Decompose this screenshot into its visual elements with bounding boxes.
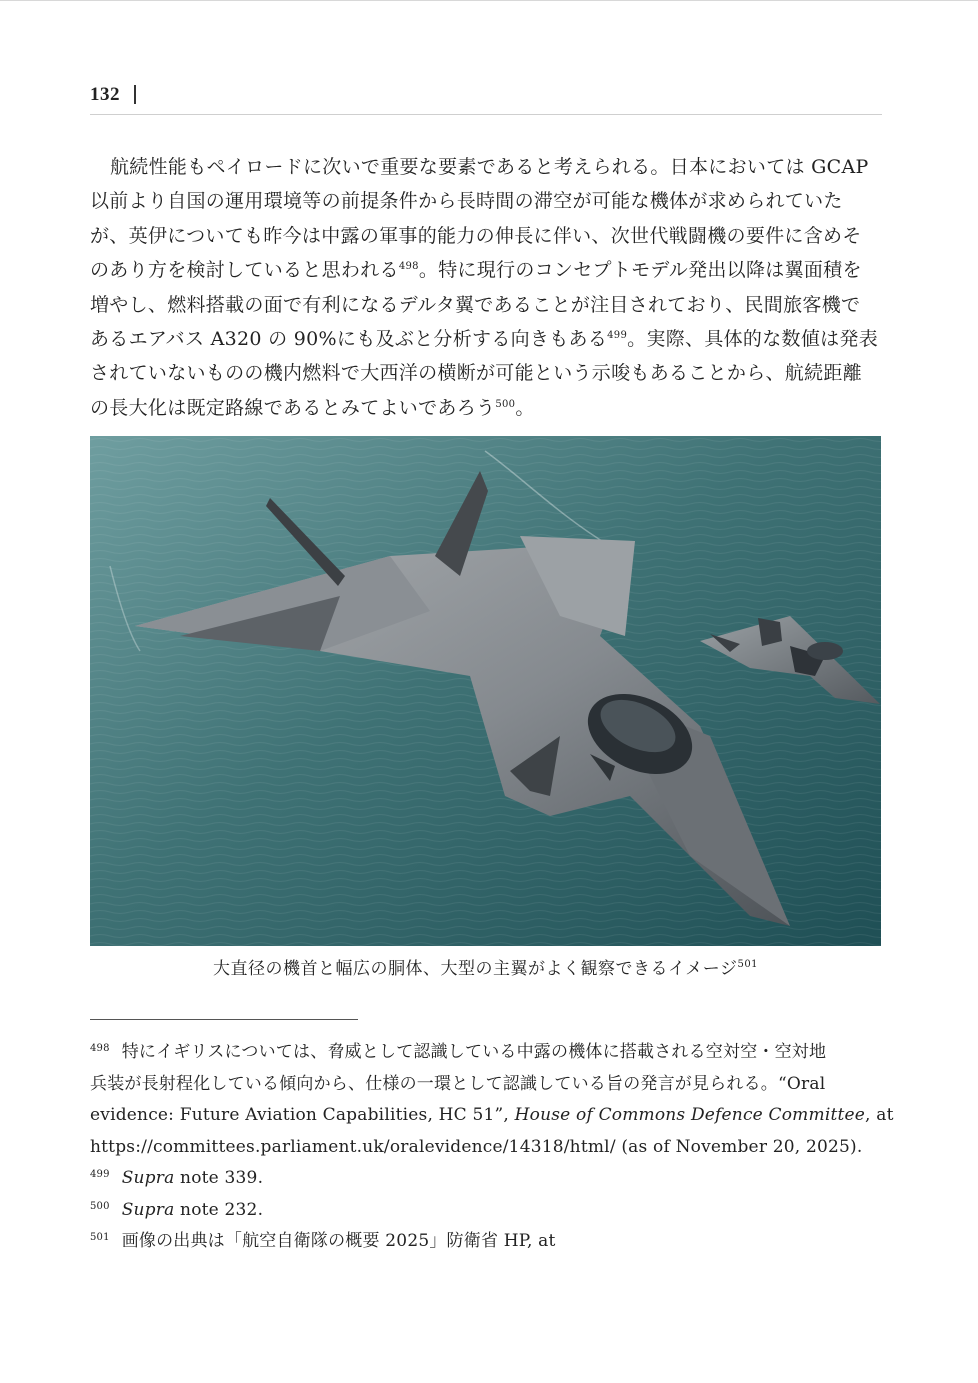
body-line-text: の長大化は既定路線であるとみてよいであろう (90, 396, 496, 419)
aircraft-image (90, 436, 881, 946)
body-line-text: 。 (515, 396, 535, 419)
footnote-text: 特にイギリスについては、脅威として認識している中露の機体に搭載される空対空・空対地 (121, 1042, 827, 1062)
top-rule (0, 0, 978, 1)
body-line (90, 253, 885, 287)
footnotes (90, 1037, 894, 1258)
footnote-supra: Supra (121, 1168, 175, 1188)
footnote-501 (90, 1226, 890, 1258)
footnote-498 (90, 1037, 890, 1069)
page-number: 132 (90, 84, 120, 105)
body-line-text: 。実際、具体的な数値は発表 (627, 328, 879, 351)
footnote-ref-501[interactable]: 501 (737, 959, 759, 970)
footnote-mark: 499 (90, 1169, 110, 1180)
header-separator (134, 85, 136, 104)
footnote-text: note 232. (174, 1199, 264, 1220)
body-line: 航続性能もペイロードに次いで重要な要素であると考えられる。日本においては GCAP (110, 156, 869, 178)
body-line (90, 322, 885, 356)
figure-caption (90, 954, 881, 979)
footnote-ref-500[interactable]: 500 (495, 398, 516, 410)
body-line-text: のあり方を検討していると思われる (90, 259, 399, 282)
body-line: が、英伊についても昨今は中露の軍事的能力の伸長に伴い、次世代戦闘機の要件に含めそ (90, 224, 862, 247)
footnote-text: evidence: Future Aviation Capabilities, HC 51”, (90, 1105, 510, 1125)
caption-text: 大直径の機首と幅広の胴体、大型の主翼がよく観察できるイメージ (212, 959, 738, 979)
footnote-mark: 500 (90, 1200, 110, 1212)
footnote-text: , at (865, 1105, 894, 1125)
aircraft-illustration (90, 436, 881, 946)
footnote-url[interactable]: https://committees.parliament.uk/oralevidence/14318/html/ (as of November 20, 2025). (90, 1136, 863, 1157)
footnote-text: 画像の出典は「航空自衛隊の概要 2025」防衛省 HP, at (121, 1231, 556, 1251)
page-header (90, 84, 882, 115)
footnote-line: 兵装が長射程化している傾向から、仕様の一環として認識している旨の発言が見られる。“Oral (90, 1073, 826, 1094)
footnote-500 (90, 1195, 890, 1227)
body-line: されていないものの機内燃料で大西洋の横断が可能という示唆もあることから、航続距離 (90, 362, 863, 385)
footnote-ref-498[interactable]: 498 (398, 261, 419, 273)
footnote-mark: 498 (90, 1043, 110, 1054)
body-line (90, 391, 885, 425)
body-line-text: あるエアバス A320 の 90%にも及ぶと分析する向きもある (90, 328, 608, 351)
body-paragraph (90, 150, 885, 425)
footnote-499 (90, 1163, 890, 1195)
footnote-supra: Supra (121, 1199, 175, 1220)
body-line: 以前より自国の運用環境等の前提条件から長時間の滞空が可能な機体が求められていた (90, 190, 843, 213)
footnote-mark: 501 (90, 1232, 110, 1243)
body-line-text: 。特に現行のコンセプトモデル発出以降は翼面積を (418, 259, 862, 282)
footnote-ref-499[interactable]: 499 (607, 330, 628, 342)
footnote-separator (90, 1019, 358, 1020)
footnote-line (90, 1100, 894, 1132)
footnote-source-title: House of Commons Defence Committee (514, 1105, 866, 1125)
footnote-text: note 339. (174, 1168, 264, 1188)
body-line: 増やし、燃料搭載の面で有利になるデルタ翼であることが注目されており、民間旅客機で (90, 293, 861, 316)
